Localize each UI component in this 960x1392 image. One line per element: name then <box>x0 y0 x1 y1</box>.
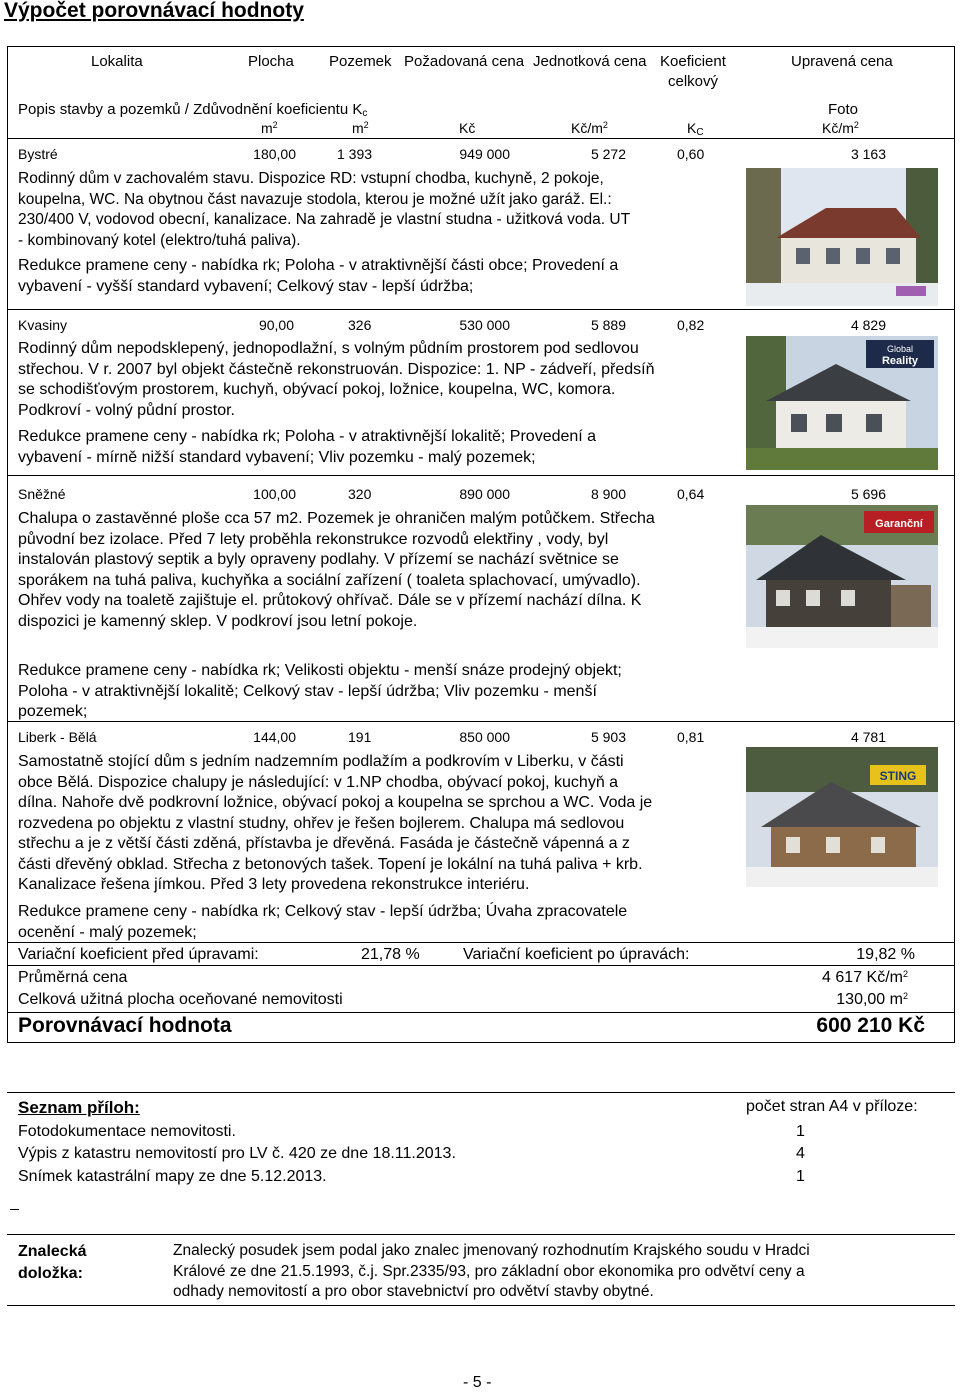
desc-line: obce Bělá. Dispozice chalupy je následující: v 1.NP chodba, obývací pokoj, kuchyň a <box>18 773 619 791</box>
record-cena: 949 000 <box>459 146 510 162</box>
reduce-line: ocenění - malý pozemek; <box>18 923 197 941</box>
house-photo-image <box>746 747 938 887</box>
row-separator <box>7 721 955 722</box>
desc-line: Ohřev vody na toaletě zajištuje el. průtokový ohřívač. Dále se v přízemí nachází dílna. K <box>18 592 642 609</box>
col-header-upravena-cena: Upravená cena <box>791 53 893 70</box>
reduce-line: vybavení - mírně nižší standard vybavení; Vliv pozemku - malý pozemek; <box>18 448 536 466</box>
attachment-pages: 1 <box>796 1168 805 1185</box>
record-reduction <box>18 427 723 468</box>
page-number: - 5 - <box>463 1374 492 1391</box>
record-jedn: 5 903 <box>590 729 626 745</box>
unit-koef <box>687 120 704 136</box>
desc-line: střechu a je z větší části zděná, přístavba je dřevěná. Fasáda je částečně vápenná a z <box>18 835 630 852</box>
attachments-pages-header: počet stran A4 v příloze: <box>746 1098 918 1115</box>
variation-before-label: Variační koeficient před úpravami: <box>18 946 259 963</box>
clause-label: doložka: <box>18 1265 83 1282</box>
desc-line: dílna. Nahoře dvě podkrovní ložnice, obývací pokoj a koupelna se sprchou a WC. Voda je <box>18 794 653 811</box>
house-photo-liberec <box>746 747 938 887</box>
desc-line: Podkroví - volný půdní prostor. <box>18 401 235 419</box>
record-cena: 890 000 <box>459 486 510 502</box>
record-plocha: 144,00 <box>253 729 296 745</box>
header-separator <box>7 138 955 139</box>
record-cena: 530 000 <box>459 317 510 333</box>
record-upravena: 3 163 <box>850 146 886 162</box>
col-header-jednotkova-cena: Jednotková cena <box>533 53 647 70</box>
average-price-value <box>760 969 908 987</box>
photo-watermark-line: Garanční <box>875 518 923 530</box>
house-photo-image <box>746 505 938 648</box>
record-pozemek: 320 <box>348 486 372 502</box>
frame-left-line <box>7 46 8 1043</box>
record-description <box>18 169 723 251</box>
desc-line: se schodišťovým prostorem, kuchyň, obývací pokoj, ložnice, koupelna, WC, komora. <box>18 381 616 398</box>
unit-upr-sup: 2 <box>853 120 859 130</box>
reduce-line: Redukce pramene ceny - nabídka rk; Poloha - v atraktivnější lokalitě; Provedení a <box>18 428 597 445</box>
frame-top-line <box>7 46 955 47</box>
col-header-koeficient: Koeficient <box>660 53 726 70</box>
average-price-text: 4 617 Kč/m <box>822 969 903 986</box>
reduce-line: Redukce pramene ceny - nabídka rk; Poloha - v atraktivnější části obce; Provedení a <box>18 257 619 274</box>
frame-right-line <box>954 46 955 1043</box>
photo-watermark-line: Reality <box>881 355 919 367</box>
desc-line: 230/400 V, vodovod obecní, kanalizace. Na zahradě je vlastní studna - užitková voda. UT <box>18 211 631 228</box>
house-photo-kvasiny <box>746 336 938 470</box>
clause-text <box>173 1241 938 1303</box>
reduce-line: Redukce pramene ceny - nabídka rk; Velikosti objektu - menší snáze prodejný objekt; <box>18 662 622 679</box>
col-header-pozemek: Pozemek <box>329 53 392 70</box>
row-separator <box>7 475 955 476</box>
page-title: Výpočet porovnávací hodnoty <box>4 0 304 22</box>
attachment-pages: 4 <box>796 1145 805 1162</box>
record-koef: 0,60 <box>677 146 705 162</box>
desc-line: sporákem na tuhá paliva, kuchyňka a sociální zařízení ( toaleta splachovací, umývadlo). <box>18 571 641 589</box>
stray-dash <box>10 1209 19 1210</box>
record-plocha: 90,00 <box>258 317 294 333</box>
unit-upravena <box>822 120 859 136</box>
summary-separator <box>7 965 955 966</box>
record-name: Liberk - Bělá <box>18 729 97 745</box>
attachments-top-line <box>7 1092 955 1093</box>
record-description <box>18 339 723 421</box>
record-pozemek: 326 <box>348 317 372 333</box>
usable-area-text: 130,00 m <box>836 991 903 1008</box>
col-header-lokalita: Lokalita <box>91 53 143 70</box>
house-photo-image <box>746 168 938 306</box>
desc-line: - kombinovaný kotel (elektro/tuhá paliva). <box>18 231 301 249</box>
record-jedn: 8 900 <box>590 486 626 502</box>
variation-before-value: 21,78 % <box>361 946 420 963</box>
record-plocha: 100,00 <box>253 486 296 502</box>
usable-area-label: Celková užitná plocha oceňované nemovitosti <box>18 991 343 1008</box>
usable-area-sup: 2 <box>902 991 908 1001</box>
col-header-celkovy: celkový <box>668 73 719 90</box>
record-name: Sněžné <box>18 486 66 502</box>
photo-watermark-line: STING <box>879 769 917 783</box>
record-pozemek: 191 <box>348 729 372 745</box>
house-photo-bystre <box>746 168 938 306</box>
row-separator <box>7 309 955 310</box>
desc-line: Samostatně stojící dům s jedním nadzemním podlažím a podkrovím v Liberku, v části <box>18 753 624 770</box>
desc-line: části dřevěný obklad. Střecha z betonových tašek. Topení je lokální na tuhá paliva + krb. <box>18 855 643 873</box>
unit-pozemek-text: m <box>352 120 364 136</box>
average-price-sup: 2 <box>902 969 908 979</box>
unit-plocha-text: m <box>261 120 273 136</box>
unit-jedn-text: Kč/m <box>571 120 603 136</box>
unit-pozemek <box>352 120 369 136</box>
record-description <box>18 752 723 896</box>
record-upravena: 4 829 <box>850 317 886 333</box>
record-reduction <box>18 661 723 723</box>
frame-bottom-line <box>7 1042 955 1043</box>
unit-upr-text: Kč/m <box>822 120 854 136</box>
desc-line: Kanalizace řešena jímkou. Před 3 lety provedena rekonstrukce interiéru. <box>18 876 530 893</box>
attachment-label: Fotodokumentace nemovitosti. <box>18 1123 236 1140</box>
record-name: Kvasiny <box>18 317 68 333</box>
clause-line: Králové ze dne 21.5.1993, č.j. Spr.2335/93, pro základní obor ekonomika pro odvětví ceny a <box>173 1262 805 1280</box>
record-koef: 0,82 <box>677 317 705 333</box>
desc-line: Chalupa o zastavěnné ploše cca 57 m2. Pozemek je ohraničen malým potůčkem. Střecha <box>18 510 655 527</box>
house-photo-snezne <box>746 505 938 648</box>
reduce-line: Redukce pramene ceny - nabídka rk; Celkový stav - lepší údržba; Úvaha zpracovatele <box>18 903 628 920</box>
clause-line: odhady nemovitostí a pro obor stavebnictví pro odvětví stavby obytné. <box>173 1283 654 1300</box>
desc-line: původní bez izolace. Před 7 lety proběhla rekonstrukce rozvodů elektřiny , vody, byl <box>18 530 609 548</box>
col-header-foto: Foto <box>828 101 859 118</box>
usable-area-value <box>760 991 908 1009</box>
record-description <box>18 509 723 632</box>
attachment-pages: 1 <box>796 1123 805 1140</box>
attachment-label: Snímek katastrální mapy ze dne 5.12.2013. <box>18 1168 327 1185</box>
average-price-label: Průměrná cena <box>18 969 128 986</box>
variation-after-value: 19,82 % <box>856 946 915 963</box>
desc-line: Rodinný dům v zachovalém stavu. Dispozice RD: vstupní chodba, kuchyně, 2 pokoje, <box>18 170 604 187</box>
record-upravena: 4 781 <box>850 729 886 745</box>
desc-line: dispozici je kamenný sklep. V podkroví jsou letní pokoje. <box>18 612 418 630</box>
unit-plocha <box>261 120 278 136</box>
reduce-line: vybavení - vyšší standard vybavení; Celkový stav - lepší údržba; <box>18 277 474 295</box>
record-upravena: 5 696 <box>850 486 886 502</box>
reduce-line: pozemek; <box>18 703 88 720</box>
comparative-value: 600 210 Kč <box>816 1014 925 1037</box>
record-koef: 0,81 <box>677 729 705 745</box>
reduce-line: Poloha - v atraktivnější lokalitě; Celkový stav - lepší údržba; Vliv pozemku - menší <box>18 682 597 700</box>
desc-line: rozvedena po objektu z vlastní studny, ohřev je řešen bojlerem. Chalupa má sedlovou <box>18 814 625 832</box>
record-jedn: 5 889 <box>590 317 626 333</box>
record-name: Bystré <box>18 146 58 162</box>
col-header-pozadovana-cena: Požadovaná cena <box>404 53 525 70</box>
record-reduction <box>18 256 723 297</box>
clause-bottom-line <box>7 1305 955 1306</box>
unit-pozemek-sup: 2 <box>363 120 369 130</box>
clause-line: Znalecký posudek jsem podal jako znalec jmenovaný rozhodnutím Krajského soudu v Hradci <box>173 1242 810 1259</box>
desc-line: instalován plastový septik a byly opraveny podlahy. V přízemí se nachází světnice se <box>18 551 619 568</box>
attachment-label: Výpis z katastru nemovitostí pro LV č. 420 ze dne 18.11.2013. <box>18 1145 456 1162</box>
desc-line: koupelna, WC. Na obytnou část navazuje stodola, kterou je možné užít jako garáž. El.: <box>18 190 612 208</box>
record-koef: 0,64 <box>677 486 705 502</box>
row-separator <box>7 942 955 943</box>
clause-top-line <box>7 1234 955 1235</box>
unit-koef-text: K <box>687 120 697 136</box>
record-cena: 850 000 <box>459 729 510 745</box>
unit-jednotkova <box>571 120 608 136</box>
photo-watermark-line: Global <box>886 344 914 354</box>
clause-label: Znalecká <box>18 1243 87 1260</box>
col-header-popis <box>18 101 367 118</box>
unit-koef-sub: C <box>696 127 704 138</box>
record-plocha: 180,00 <box>253 146 296 162</box>
unit-jedn-sup: 2 <box>602 120 608 130</box>
comparative-value-label: Porovnávací hodnota <box>18 1014 232 1037</box>
variation-after-label: Variační koeficient po úpravách: <box>463 946 690 963</box>
record-pozemek: 1 393 <box>337 146 373 162</box>
record-reduction <box>18 902 723 943</box>
record-jedn: 5 272 <box>590 146 626 162</box>
unit-cena: Kč <box>459 120 476 136</box>
attachments-title: Seznam příloh: <box>18 1098 140 1117</box>
house-photo-image <box>746 336 938 470</box>
desc-line: střechou. V r. 2007 byl objekt částečně rekonstruován. Dispozice: 1. NP - zádveří, předsíň <box>18 360 655 378</box>
popis-label: Popis stavby a pozemků / Zdůvodnění koeficientu K <box>18 101 363 118</box>
desc-line: Rodinný dům nepodsklepený, jednopodlažní, s volným půdním prostorem pod sedlovou <box>18 340 639 357</box>
popis-subscript: c <box>362 108 368 119</box>
summary-separator <box>7 1012 955 1013</box>
col-header-plocha: Plocha <box>248 53 294 70</box>
unit-plocha-sup: 2 <box>272 120 278 130</box>
